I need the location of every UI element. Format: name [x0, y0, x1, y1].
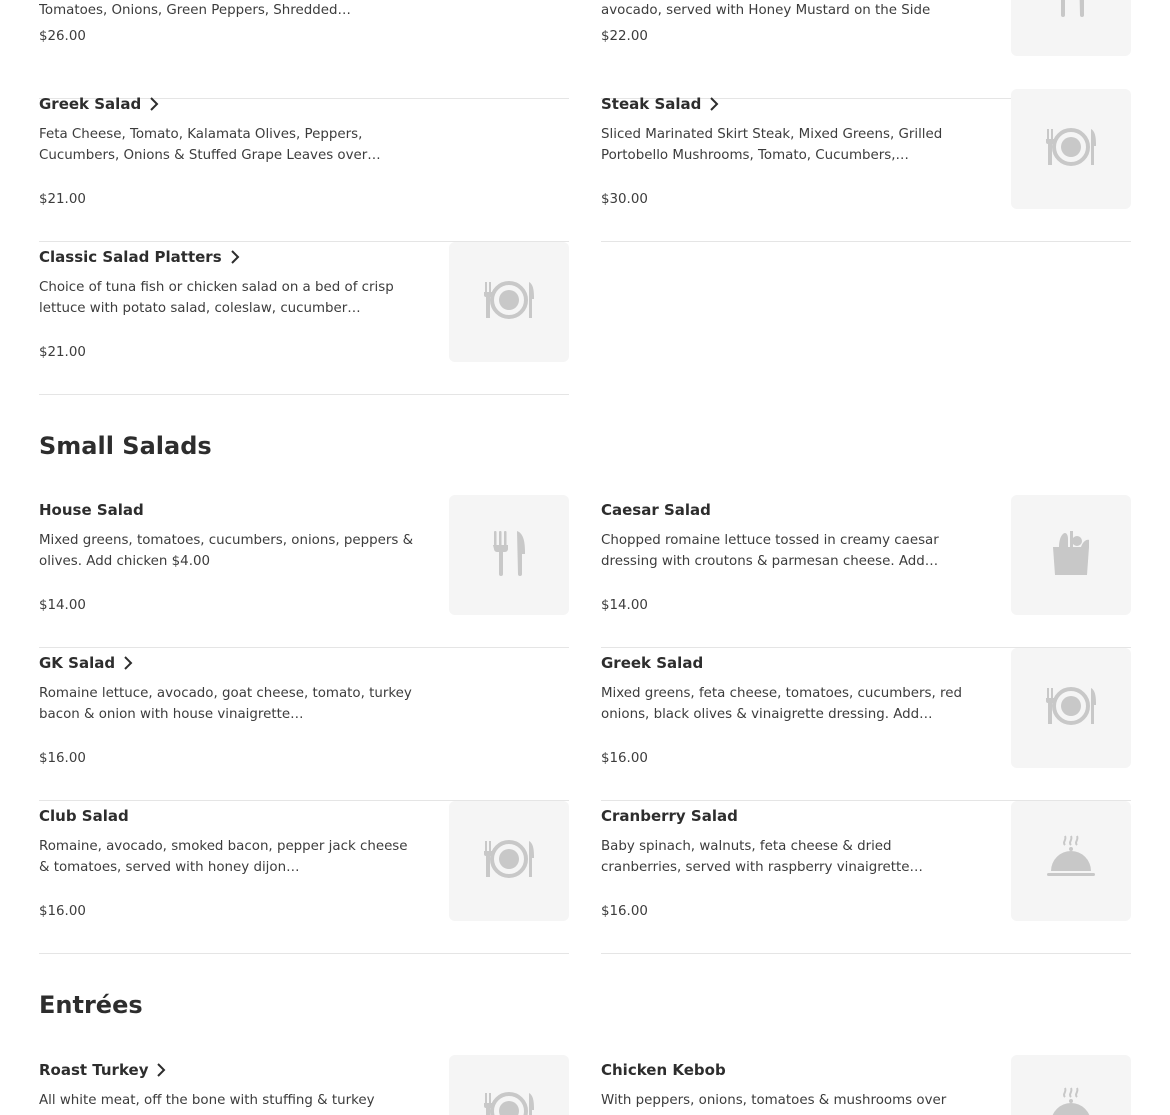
menu-item[interactable] — [601, 495, 1131, 648]
item-description: All white meat, off the bone with stuffing & turkey — [39, 1093, 375, 1108]
chevron-right-icon — [123, 656, 133, 670]
utensils-icon — [1043, 0, 1099, 26]
menu-item[interactable] — [39, 0, 569, 99]
grocery-bag-icon — [1043, 525, 1099, 585]
item-price: $14.00 — [601, 598, 648, 613]
item-price: $30.00 — [601, 192, 648, 207]
plate-icon — [481, 831, 537, 891]
item-image[interactable] — [449, 242, 569, 362]
item-name[interactable] — [39, 95, 159, 113]
item-price: $16.00 — [39, 904, 86, 919]
item-name[interactable] — [601, 95, 719, 113]
menu-item[interactable] — [39, 648, 569, 801]
plate-icon — [1043, 119, 1099, 179]
item-name[interactable] — [39, 501, 144, 519]
item-name[interactable] — [601, 1061, 726, 1079]
item-price: $21.00 — [39, 192, 86, 207]
item-name-text: Roast Turkey — [39, 1061, 149, 1079]
menu-item[interactable] — [601, 1055, 1131, 1115]
menu-item[interactable] — [39, 1055, 569, 1115]
item-price: $26.00 — [39, 29, 86, 44]
item-image[interactable] — [1011, 495, 1131, 615]
item-description: avocado, served with Honey Mustard on the Side — [601, 3, 931, 18]
item-price: $16.00 — [601, 751, 648, 766]
item-name[interactable] — [601, 501, 711, 519]
chevron-right-icon — [156, 1063, 166, 1077]
menu-item[interactable] — [601, 89, 1131, 242]
cloche-icon — [1043, 831, 1099, 891]
item-image[interactable] — [449, 495, 569, 615]
item-name-text: Caesar Salad — [601, 501, 711, 519]
chevron-right-icon — [149, 97, 159, 111]
utensils-icon — [481, 525, 537, 585]
item-name[interactable] — [601, 807, 738, 825]
item-image[interactable] — [449, 1055, 569, 1115]
item-name-text: Cranberry Salad — [601, 807, 738, 825]
item-image[interactable] — [1011, 1055, 1131, 1115]
item-description: Baby spinach, walnuts, feta cheese & dried cranberries, served with raspberry vinaigrette… — [601, 839, 923, 875]
item-name-text: Greek Salad — [39, 95, 142, 113]
item-name-text: Greek Salad — [601, 654, 704, 672]
item-description: Romaine lettuce, avocado, goat cheese, tomato, turkey bacon & onion with house vinaigrette… — [39, 686, 412, 722]
menu-item[interactable] — [39, 242, 569, 395]
item-image[interactable] — [1011, 648, 1131, 768]
plate-icon — [481, 1083, 537, 1115]
item-name[interactable] — [39, 807, 129, 825]
item-price: $22.00 — [601, 29, 648, 44]
item-name-text: House Salad — [39, 501, 144, 519]
item-description: Mixed greens, tomatoes, cucumbers, onions, peppers & olives. Add chicken $4.00 — [39, 533, 414, 569]
item-name-text: Classic Salad Platters — [39, 248, 222, 266]
item-name[interactable] — [39, 248, 240, 266]
plate-icon — [481, 272, 537, 332]
item-description: Mixed greens, feta cheese, tomatoes, cucumbers, red onions, black olives & vinaigrette dressing. Add… — [601, 686, 962, 722]
item-name-text: Steak Salad — [601, 95, 702, 113]
item-price: $14.00 — [39, 598, 86, 613]
item-image[interactable] — [1011, 89, 1131, 209]
item-image[interactable] — [449, 801, 569, 921]
item-name[interactable] — [601, 654, 703, 672]
item-description: Chopped romaine lettuce tossed in creamy caesar dressing with croutons & parmesan cheese. Add… — [601, 533, 939, 569]
item-price: $16.00 — [601, 904, 648, 919]
chevron-right-icon — [709, 97, 719, 111]
item-description: Choice of tuna fish or chicken salad on a bed of crisp lettuce with potato salad, coleslaw, cucumber… — [39, 280, 394, 316]
item-name[interactable] — [39, 654, 133, 672]
item-description: Tomatoes, Onions, Green Peppers, Shredded… — [39, 3, 351, 18]
menu-item[interactable] — [39, 495, 569, 648]
item-price: $21.00 — [39, 345, 86, 360]
plate-icon — [1043, 678, 1099, 738]
item-image[interactable] — [1011, 0, 1131, 56]
chevron-right-icon — [230, 250, 240, 264]
item-description: Sliced Marinated Skirt Steak, Mixed Greens, Grilled Portobello Mushrooms, Tomato, Cucumbers,… — [601, 127, 943, 163]
menu-item[interactable] — [601, 0, 1131, 99]
item-price: $16.00 — [39, 751, 86, 766]
item-image[interactable] — [1011, 801, 1131, 921]
menu-item[interactable] — [601, 801, 1131, 954]
item-description: Feta Cheese, Tomato, Kalamata Olives, Peppers, Cucumbers, Onions & Stuffed Grape Leaves over… — [39, 127, 381, 163]
menu-item[interactable] — [601, 648, 1131, 801]
menu-item[interactable] — [39, 801, 569, 954]
section-title: Entrées — [39, 991, 143, 1019]
item-name-text: GK Salad — [39, 654, 116, 672]
item-description: With peppers, onions, tomatoes & mushrooms over — [601, 1093, 947, 1108]
item-name-text: Chicken Kebob — [601, 1061, 726, 1079]
item-name-text: Club Salad — [39, 807, 129, 825]
section-title: Small Salads — [39, 432, 212, 460]
item-name[interactable] — [39, 1061, 166, 1079]
item-description: Romaine, avocado, smoked bacon, pepper jack cheese & tomatoes, served with honey dijon… — [39, 839, 408, 875]
menu-item[interactable] — [39, 89, 569, 242]
cloche-icon — [1043, 1083, 1099, 1115]
